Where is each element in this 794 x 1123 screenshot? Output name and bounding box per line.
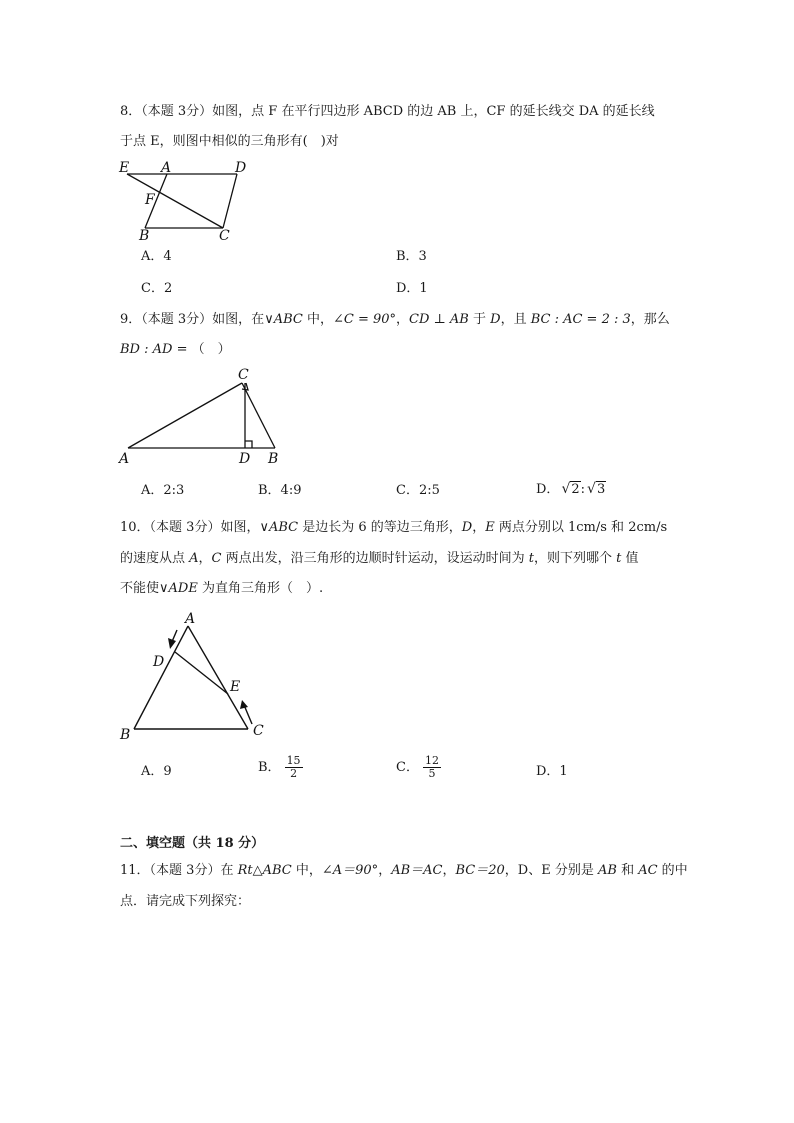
- q10-label-e: E: [230, 679, 241, 695]
- q9-label-b: B: [268, 451, 279, 466]
- q9-option-d: D． √2: √3: [536, 481, 606, 497]
- q8-text-line2: 于点 E，则图中相似的三角形有( )对: [120, 134, 339, 149]
- q10-line-ac: [188, 626, 248, 729]
- q10-text-line3: 不能使∨ADE 为直角三角形（ ）.: [120, 581, 324, 596]
- q9-line-cb: [242, 383, 275, 448]
- q10-text-line1: 10．（本题 3分）如图，∨ABC 是边长为 6 的等边三角形，D，E 两点分别以 1cm/s 和 2cm/s: [120, 520, 668, 535]
- q9-right-angle-d: [245, 441, 252, 448]
- q10-arrow-e-shaft: [244, 705, 252, 724]
- q8-label-b: B: [139, 228, 150, 243]
- section2-title: 二、填空题（共 18 分）: [120, 836, 265, 851]
- q10-option-c: C． $\frac{12}{5}$: [396, 754, 439, 780]
- q10-label-a: A: [185, 611, 196, 627]
- q9-label-a: A: [119, 451, 130, 466]
- q8-option-b: B．3: [396, 249, 427, 264]
- q9-line-ac: [128, 383, 242, 448]
- q10-option-a: A．9: [141, 764, 172, 779]
- q10-label-b: B: [120, 727, 131, 743]
- q8-line-dc: [223, 174, 237, 228]
- q9-text-line2: BD : AD = （ ）: [120, 342, 231, 357]
- q10-option-d: D．1: [536, 764, 568, 779]
- q9-text-line1: 9．（本题 3分）如图，在∨ABC 中，∠C = 90°，CD ⊥ AB 于 D，且 BC : AC = 2 : 3，那么: [120, 312, 670, 327]
- q8-option-a: A．4: [141, 249, 172, 264]
- q9-figure: [115, 366, 290, 470]
- q10-label-c: C: [253, 723, 264, 739]
- q10-line-de: [175, 652, 228, 694]
- q8-label-c: C: [219, 228, 230, 243]
- q9-option-b: B．4:9: [258, 483, 302, 498]
- q9-label-c: C: [238, 367, 249, 383]
- q9-option-c: C．2:5: [396, 483, 440, 498]
- q8-line-ec: [127, 174, 223, 228]
- q8-label-f: F: [145, 192, 155, 208]
- q8-option-c: C．2: [141, 281, 173, 296]
- q8-label-e: E: [119, 160, 130, 176]
- q10-arrow-e-head: [240, 700, 248, 709]
- q10-arrow-d-head: [168, 638, 176, 649]
- q9-option-a: A．2:3: [141, 483, 185, 498]
- q8-label-d: D: [235, 160, 247, 176]
- q9-label-d: D: [239, 451, 251, 466]
- q10-option-b: B． $\frac{15}{2}$: [258, 754, 301, 780]
- q8-text-line1: 8．（本题 3分）如图，点 F 在平行四边形 ABCD 的边 AB 上，CF 的延长线交 DA 的延长线: [120, 104, 655, 119]
- q8-label-a: A: [161, 160, 172, 176]
- q10-figure: [115, 608, 275, 747]
- q11-text-line2: 点．请完成下列探究：: [120, 894, 251, 909]
- q11-text-line1: 11．（本题 3分）在 Rt△ABC 中，∠A＝90°，AB＝AC，BC＝20，D、E 分别是 AB 和 AC 的中: [120, 863, 688, 878]
- q10-line-ab: [134, 626, 188, 729]
- q8-figure: [115, 158, 260, 247]
- q10-text-line2: 的速度从点 A，C 两点出发，沿三角形的边顺时针运动，设运动时间为 t，则下列哪个 t 值: [120, 551, 639, 566]
- q8-option-d: D．1: [396, 281, 428, 296]
- q10-label-d: D: [153, 654, 165, 670]
